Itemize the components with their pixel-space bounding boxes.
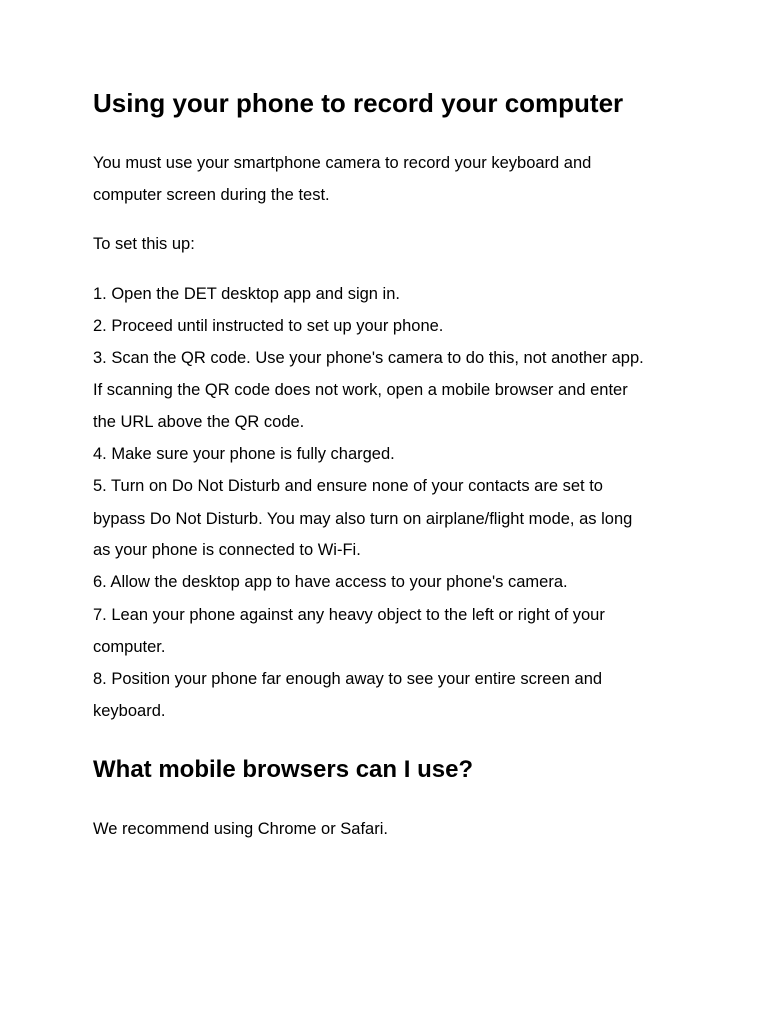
step-line: 7. Lean your phone against any heavy object to the left or right of your [93, 606, 605, 624]
step-line: computer. [93, 638, 166, 656]
step-line: 4. Make sure your phone is fully charged. [93, 445, 395, 463]
browsers-text: We recommend using Chrome or Safari. [93, 820, 388, 838]
step-line: If scanning the QR code does not work, open a mobile browser and enter [93, 381, 628, 399]
step-line: the URL above the QR code. [93, 413, 305, 431]
step-line: as your phone is connected to Wi-Fi. [93, 541, 361, 559]
intro-line-2: computer screen during the test. [93, 186, 330, 204]
step-line: 6. Allow the desktop app to have access to your phone's camera. [93, 573, 568, 591]
step-line: 8. Position your phone far enough away to see your entire screen and [93, 670, 603, 688]
step-line: 1. Open the DET desktop app and sign in. [93, 285, 400, 303]
step-line: bypass Do Not Disturb. You may also turn on airplane/flight mode, as long [93, 510, 633, 528]
step-line: 3. Scan the QR code. Use your phone's camera to do this, not another app. [93, 349, 644, 367]
step-line: keyboard. [93, 702, 166, 720]
step-line: 5. Turn on Do Not Disturb and ensure none of your contacts are set to [93, 477, 603, 495]
step-line: 2. Proceed until instructed to set up your phone. [93, 317, 444, 335]
browsers-heading: What mobile browsers can I use? [93, 756, 474, 783]
setup-label: To set this up: [93, 235, 195, 253]
page-title: Using your phone to record your computer [93, 88, 624, 118]
intro-line-1: You must use your smartphone camera to record your keyboard and [93, 154, 592, 172]
